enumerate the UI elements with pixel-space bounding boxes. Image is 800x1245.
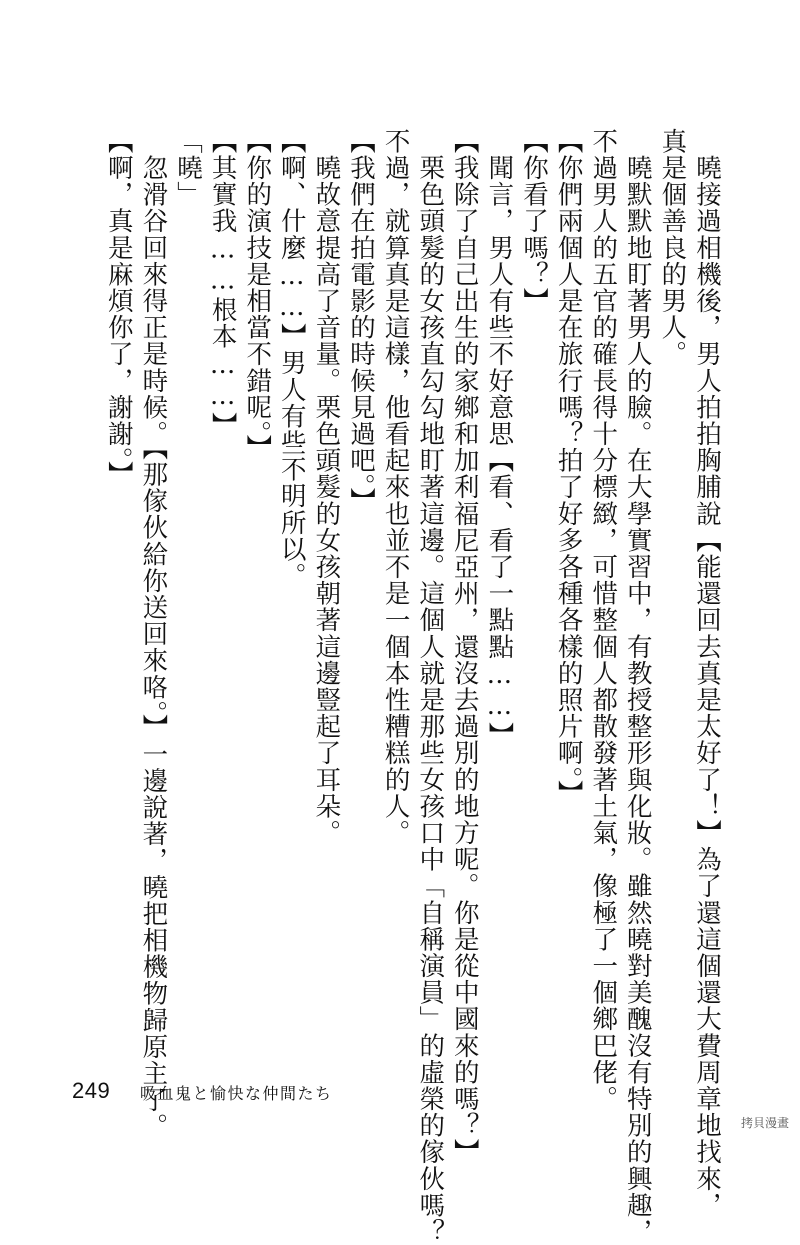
text-column: 【我們在拍電影的時候見過吧。】 — [346, 128, 376, 515]
text-column: 【你看了嗎？】 — [519, 128, 549, 315]
text-column: 曉默默地盯著男人的臉。在大學實習中，有教授整形與化妝。雖然曉對美醜沒有特別的興趣， — [622, 128, 653, 1245]
page-footer — [72, 1072, 472, 1112]
watermark: 拷貝漫畫 — [738, 1113, 792, 1132]
text-column: 【我除了自己出生的家鄉和加利福尼亞州，還沒去過別的地方呢。你是從中國來的嗎？】 — [449, 128, 480, 1166]
text-column: 【啊，真是麻煩你了，謝謝。】 — [103, 128, 134, 488]
book-title: 吸血鬼と愉快な仲間たち — [140, 1084, 333, 1103]
text-column: 曉接過相機後，男人拍拍胸脯說【能還回去真是太好了！】為了還這個還大費周章地找來， — [692, 128, 722, 1219]
text-column: 聞言，男人有些不好意思【看、看了一點點……】 — [484, 128, 515, 749]
page-number: 249 — [72, 1078, 111, 1103]
text-column: 【你們兩個人是在旅行嗎？拍了好多各種各樣的照片啊。】 — [553, 128, 584, 807]
text-column: 不過男人的五官的確長得十分標緻，可惜整個人都散發著土氣，像極了一個鄉巴佬。 — [588, 128, 619, 1113]
text-column: 真是個善良的男人。 — [657, 128, 688, 368]
text-column: 【其實我……根本……】 — [207, 128, 238, 439]
text-column: 不過，就算真是這樣，他看起來也並不是一個本性糟糕的人。 — [380, 128, 411, 847]
text-column: 【你的演技是相當不錯呢。】 — [242, 128, 273, 462]
text-column: 曉故意提高了音量。栗色頭髮的女孩朝著這邊豎起了耳朵。 — [311, 128, 342, 847]
text-column: 【啊、什麼……】男人有些不明所以。 — [276, 128, 307, 590]
text-column: 忽滑谷回來得正是時候。【那傢伙給你送回來咯。】一邊說著，曉把相機物歸原主了。 — [138, 128, 169, 1140]
text-column: 栗色頭髮的女孩直勾勾地盯著這邊。這個人就是那些女孩口中「自稱演員」的虛榮的傢伙嗎？ — [415, 128, 446, 1245]
text-column: 「曉」 — [173, 128, 203, 208]
